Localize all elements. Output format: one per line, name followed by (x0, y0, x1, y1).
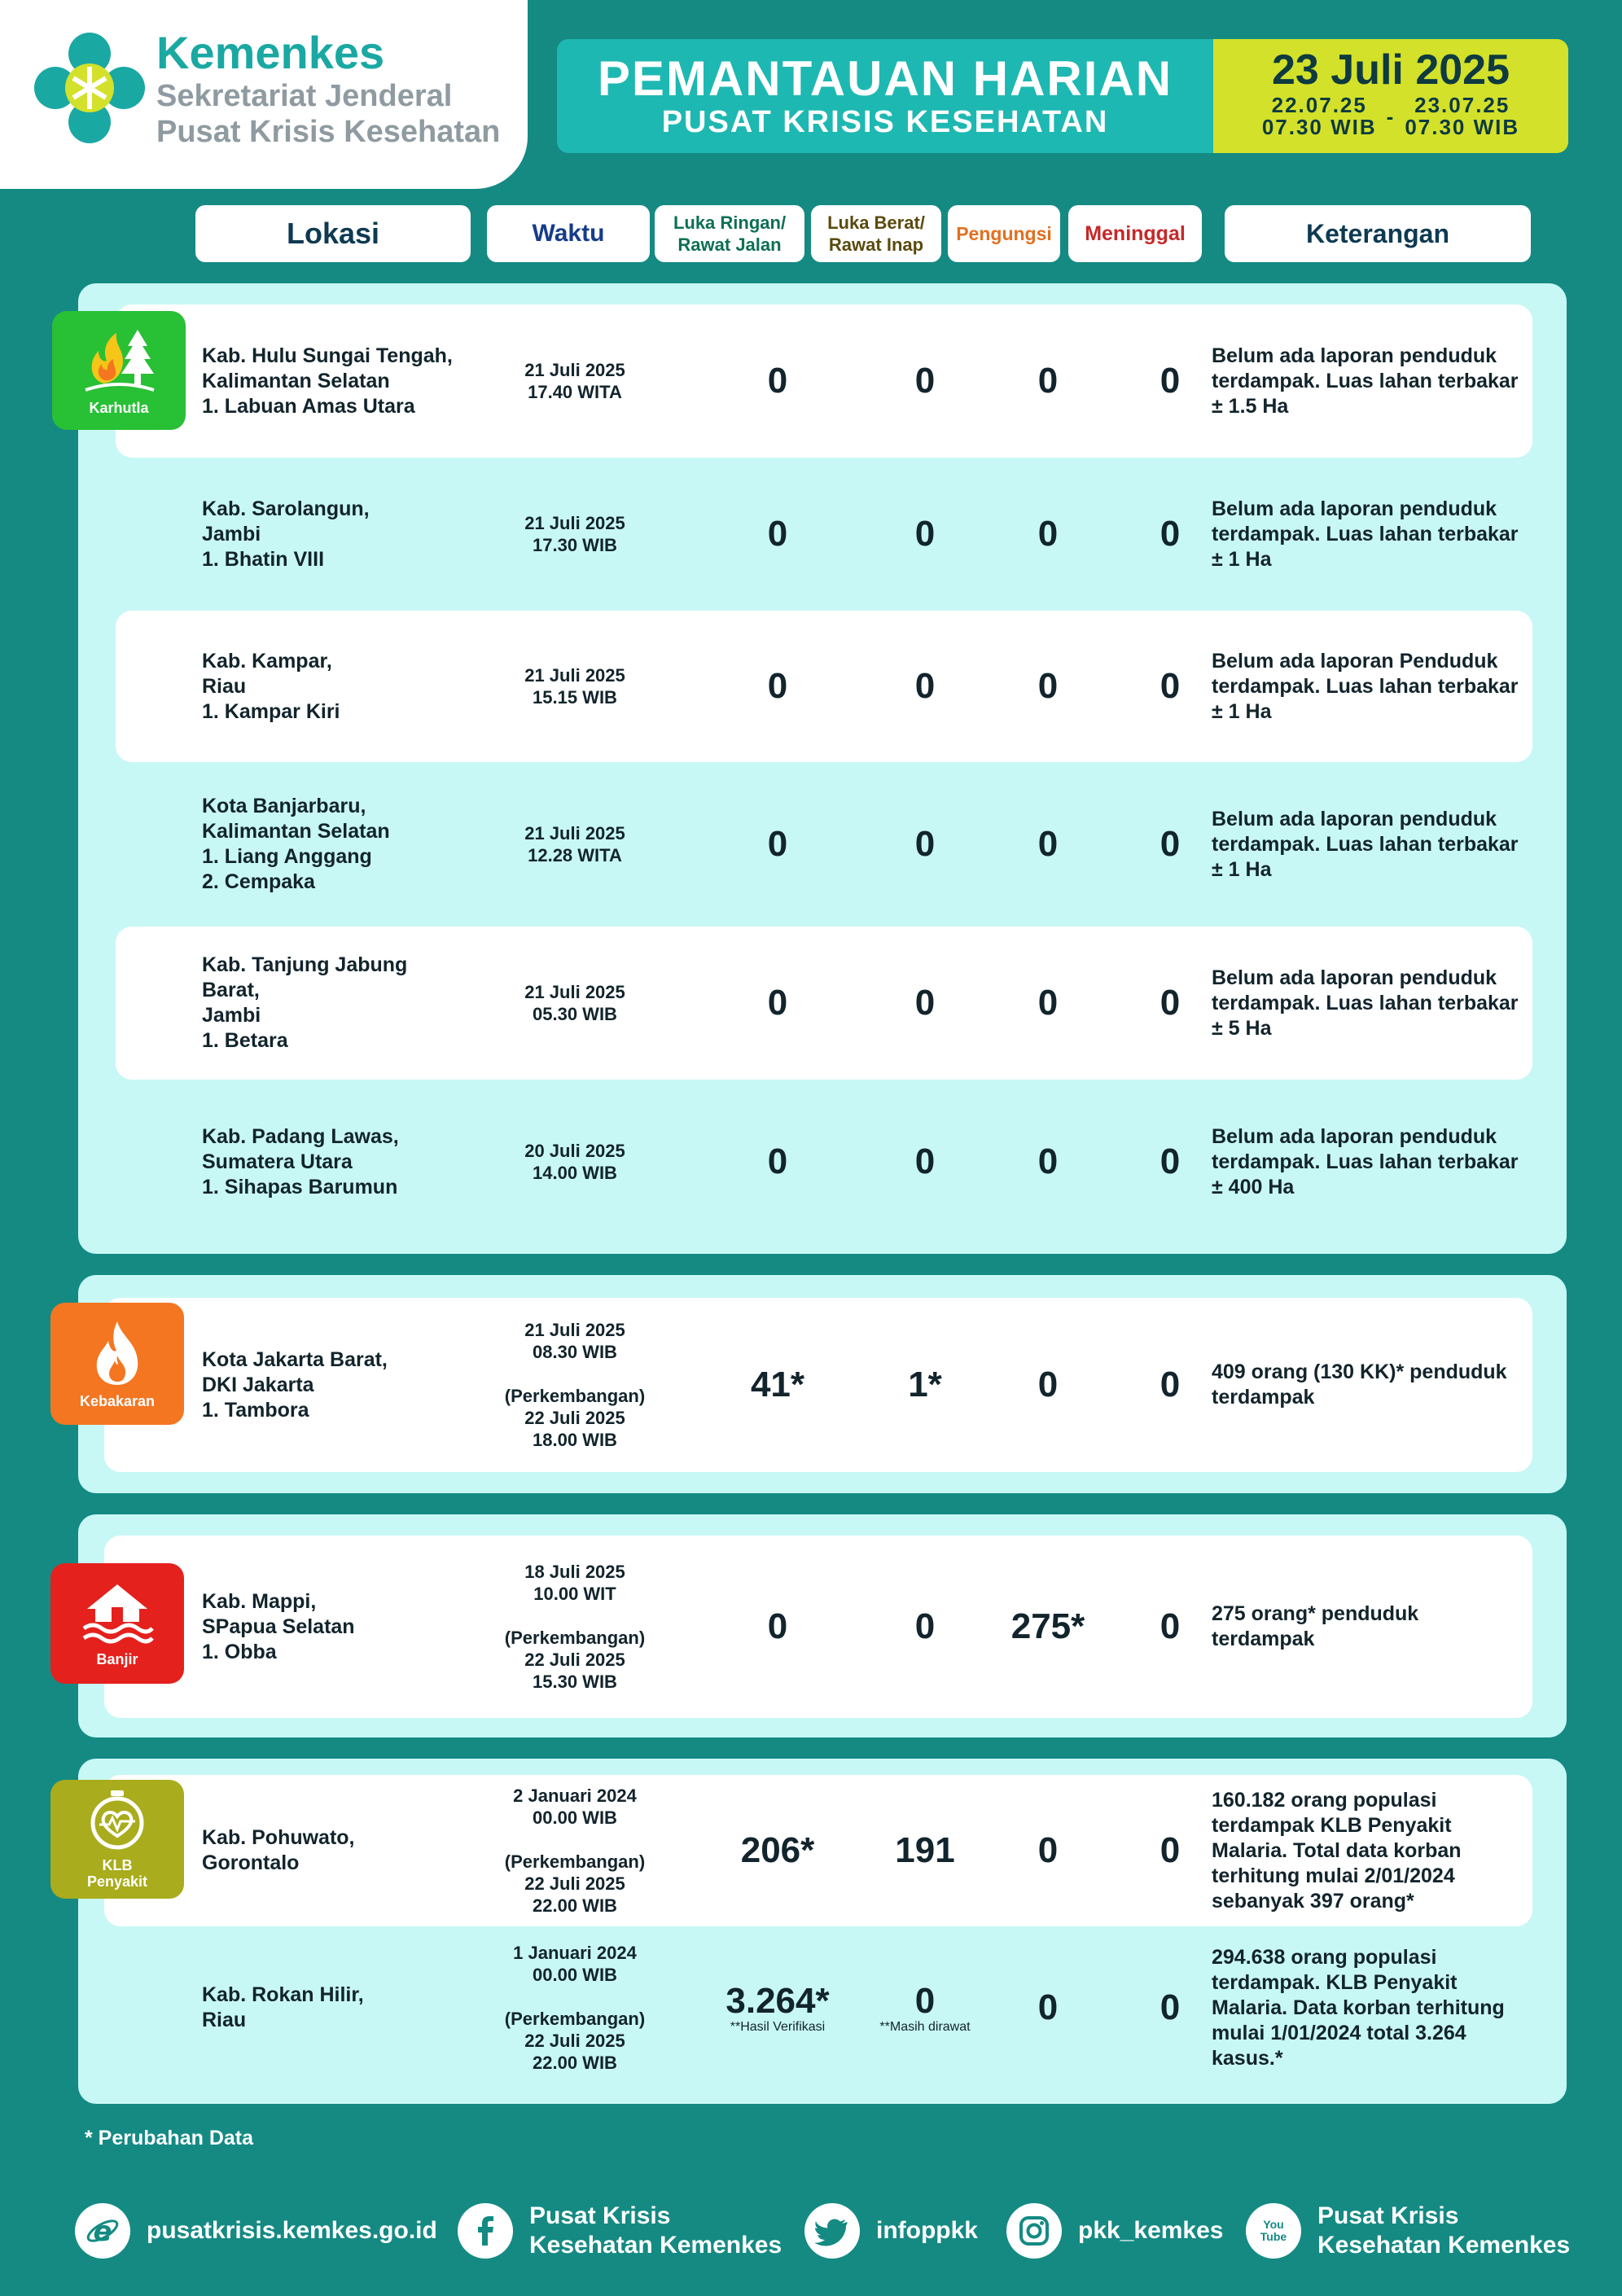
row-luka-berat: 0 (914, 1981, 936, 2021)
verification-note: **Hasil Verifikasi (730, 2020, 826, 2034)
row-lokasi: Kab. Mappi, SPapua Selatan 1. Obba (202, 1589, 355, 1663)
table-row (104, 1298, 1532, 1472)
row-pengungsi: 275* (1010, 1606, 1085, 1646)
date-box (1213, 39, 1568, 153)
row-luka-ringan: 3.264* (726, 1981, 830, 2021)
row-keterangan: Belum ada laporan penduduk terdampak. Luas lahan terbakar ± 1.5 Ha (1212, 344, 1519, 418)
row-waktu: 1 Januari 2024 00.00 WIB (Perkembangan) 22 Juli 2025 22.00 WIB (504, 1943, 646, 2073)
row-lokasi: Kab. Tanjung Jabung Barat, Jambi 1. Betara (202, 953, 408, 1052)
row-luka-ringan: 41* (750, 1365, 805, 1404)
row-luka-berat: 191 (895, 1830, 955, 1870)
table-row (104, 1775, 1532, 1926)
category-label-kebakaran: Kebakaran (79, 1393, 156, 1409)
row-luka-berat: 1* (908, 1365, 942, 1404)
internet-explorer-icon (75, 2203, 130, 2259)
row-keterangan: Belum ada laporan Penduduk terdampak. Luas lahan terbakar ± 1 Ha (1212, 649, 1519, 723)
row-pengungsi: 0 (1037, 361, 1059, 401)
row-luka-berat: 0 (914, 514, 936, 554)
logo-line-1: Sekretariat Jenderal (156, 79, 453, 113)
row-pengungsi: 0 (1037, 514, 1059, 554)
range-end: 23.07.25 07.30 WIB (1405, 93, 1520, 139)
row-luka-berat: 0 (914, 983, 936, 1023)
column-header-keterangan: Keterangan (1225, 205, 1531, 262)
treatment-note: **Masih dirawat (879, 2020, 971, 2034)
row-waktu: 21 Juli 2025 05.30 WIB (524, 982, 625, 1024)
row-pengungsi: 0 (1037, 824, 1059, 864)
category-label-karhutla: Karhutla (89, 400, 149, 416)
category-badge-karhutla (52, 311, 186, 430)
row-luka-berat: 0 (914, 666, 936, 706)
row-luka-berat: 0 (914, 361, 936, 401)
fire-icon (89, 1318, 146, 1387)
row-luka-ringan: 0 (767, 1606, 788, 1646)
flood-house-icon (81, 1580, 154, 1645)
category-badge-klb (50, 1780, 184, 1899)
row-lokasi: Kab. Sarolangun, Jambi 1. Bhatin VIII (202, 497, 370, 571)
column-header-meninggal: Meninggal (1068, 205, 1202, 262)
row-waktu: 18 Juli 2025 10.00 WIT (Perkembangan) 22 Juli 2025 15.30 WIB (504, 1562, 646, 1692)
page-subtitle: PUSAT KRISIS KESEHATAN (661, 105, 1109, 139)
row-luka-berat: 0 (914, 1141, 936, 1181)
row-keterangan: Belum ada laporan penduduk terdampak. Luas lahan terbakar ± 1 Ha (1212, 497, 1519, 571)
row-meninggal: 0 (1160, 1830, 1181, 1870)
row-luka-berat-cell (856, 1926, 994, 2089)
row-waktu: 2 Januari 2024 00.00 WIB (Perkembangan) 22 Juli 2025 22.00 WIB (504, 1786, 646, 1916)
row-meninggal: 0 (1160, 1365, 1181, 1404)
row-luka-ringan: 0 (767, 666, 788, 706)
youtube-icon-text: You Tube (1260, 2218, 1287, 2243)
kemenkes-logo-icon (28, 29, 150, 151)
row-lokasi: Kab. Kampar, Riau 1. Kampar Kiri (202, 649, 340, 723)
row-keterangan: 409 orang (130 KK)* penduduk terdampak (1212, 1361, 1507, 1409)
table-row (116, 305, 1532, 458)
footer-instagram-text: pkk_kemkes (1078, 2217, 1224, 2244)
table-row (104, 1926, 1532, 2089)
row-lokasi: Kota Banjarbaru, Kalimantan Selatan 1. Liang Anggang 2. Cempaka (202, 795, 390, 893)
row-meninggal: 0 (1160, 666, 1181, 706)
row-luka-ringan: 206* (740, 1830, 815, 1870)
svg-text:e: e (93, 2215, 112, 2248)
table-row (116, 1080, 1532, 1244)
report-date: 23 Juli 2025 (1272, 46, 1510, 94)
row-meninggal: 0 (1160, 514, 1181, 554)
row-waktu: 21 Juli 2025 17.40 WITA (524, 360, 625, 402)
logo-brand: Kemenkes (156, 27, 385, 78)
row-pengungsi: 0 (1037, 1987, 1059, 2027)
column-header-luka-ringan: Luka Ringan/ Rawat Jalan (655, 205, 804, 262)
row-luka-ringan-cell (708, 1926, 847, 2089)
youtube-icon (1246, 2203, 1301, 2259)
row-luka-berat: 0 (914, 824, 936, 864)
row-pengungsi: 0 (1037, 1365, 1059, 1404)
category-badge-kebakaran (50, 1303, 184, 1425)
row-meninggal: 0 (1160, 1141, 1181, 1181)
row-pengungsi: 0 (1037, 983, 1059, 1023)
column-header-pengungsi: Pengungsi (948, 205, 1060, 262)
row-waktu: 21 Juli 2025 17.30 WIB (524, 513, 625, 555)
row-pengungsi: 0 (1037, 1141, 1059, 1181)
category-label-banjir: Banjir (96, 1651, 138, 1667)
footer-facebook-text: Pusat Krisis Kesehatan Kemenkes (529, 2202, 783, 2259)
footer-youtube-text: Pusat Krisis Kesehatan Kemenkes (1317, 2202, 1571, 2259)
row-waktu: 21 Juli 2025 08.30 WIB (Perkembangan) 22 Juli 2025 18.00 WIB (504, 1320, 646, 1450)
range-start: 22.07.25 07.30 WIB (1261, 93, 1377, 139)
row-lokasi: Kab. Rokan Hilir, Riau (202, 1983, 364, 2031)
header-banner (557, 39, 1568, 153)
column-header-lokasi: Lokasi (195, 205, 471, 262)
row-luka-ringan: 0 (767, 983, 788, 1023)
table-row (116, 927, 1532, 1080)
row-luka-ringan: 0 (767, 1141, 788, 1181)
logo-line-2: Pusat Krisis Kesehatan (156, 115, 501, 149)
twitter-icon (804, 2203, 860, 2259)
page-title: PEMANTAUAN HARIAN (597, 51, 1173, 106)
row-keterangan: Belum ada laporan penduduk terdampak. Luas lahan terbakar ± 400 Ha (1212, 1124, 1519, 1198)
row-luka-ringan: 0 (767, 824, 788, 864)
row-keterangan: Belum ada laporan penduduk terdampak. Luas lahan terbakar ± 5 Ha (1212, 966, 1519, 1040)
footer-twitter-text: infoppkk (876, 2217, 978, 2244)
row-lokasi: Kota Jakarta Barat, DKI Jakarta 1. Tambora (202, 1347, 388, 1422)
footnote: * Perubahan Data (85, 2127, 254, 2149)
row-luka-berat: 0 (914, 1606, 936, 1646)
row-lokasi: Kab. Hulu Sungai Tengah, Kalimantan Selatan 1. Labuan Amas Utara (202, 344, 453, 418)
row-meninggal: 0 (1160, 824, 1181, 864)
row-luka-ringan: 0 (767, 361, 788, 401)
row-lokasi: Kab. Padang Lawas, Sumatera Utara 1. Sihapas Barumun (202, 1124, 399, 1198)
row-pengungsi: 0 (1037, 1830, 1059, 1870)
footer-instagram[interactable] (1006, 2198, 1223, 2263)
facebook-icon (458, 2203, 513, 2259)
category-label-klb: KLB Penyakit (86, 1857, 148, 1890)
table-row (116, 762, 1532, 927)
footer-youtube[interactable] (1246, 2198, 1570, 2263)
row-meninggal: 0 (1160, 983, 1181, 1023)
column-header-waktu: Waktu (487, 205, 650, 262)
row-meninggal: 0 (1160, 1606, 1181, 1646)
row-lokasi: Kab. Pohuwato, Gorontalo (202, 1826, 355, 1874)
logo-card (0, 0, 528, 189)
stopwatch-heart-icon (86, 1789, 148, 1851)
row-pengungsi: 0 (1037, 666, 1059, 706)
table-row (116, 458, 1532, 611)
row-meninggal: 0 (1160, 361, 1181, 401)
range-separator: - (1386, 103, 1396, 129)
category-badge-banjir (50, 1563, 184, 1684)
column-header-luka-berat: Luka Berat/ Rawat Inap (811, 205, 941, 262)
row-keterangan: 275 orang* penduduk terdampak (1212, 1602, 1419, 1650)
row-waktu: 21 Juli 2025 15.15 WIB (524, 665, 625, 708)
footer-twitter[interactable] (804, 2198, 978, 2263)
instagram-icon (1006, 2203, 1062, 2259)
row-luka-ringan: 0 (767, 514, 788, 554)
footer-website-text: pusatkrisis.kemkes.go.id (147, 2217, 437, 2244)
row-waktu: 21 Juli 2025 12.28 WITA (524, 823, 625, 865)
footer-facebook[interactable] (458, 2198, 782, 2263)
table-row (116, 611, 1532, 762)
row-meninggal: 0 (1160, 1987, 1181, 2027)
footer-website[interactable] (75, 2198, 437, 2263)
forest-fire-icon (82, 325, 156, 393)
row-keterangan: 160.182 orang populasi terdampak KLB Penyakit Malaria. Total data korban terhitung mulai 2/01/2024 sebanyak 397 orang* (1212, 1788, 1462, 1913)
row-keterangan: 294.638 orang populasi terdampak. KLB Penyakit Malaria. Data korban terhitung mulai 1/01/2024 total 3.264 kasus.* (1212, 1945, 1505, 2070)
row-waktu: 20 Juli 2025 14.00 WIB (524, 1141, 625, 1183)
table-row (104, 1536, 1532, 1718)
row-keterangan: Belum ada laporan penduduk terdampak. Luas lahan terbakar ± 1 Ha (1212, 807, 1519, 881)
